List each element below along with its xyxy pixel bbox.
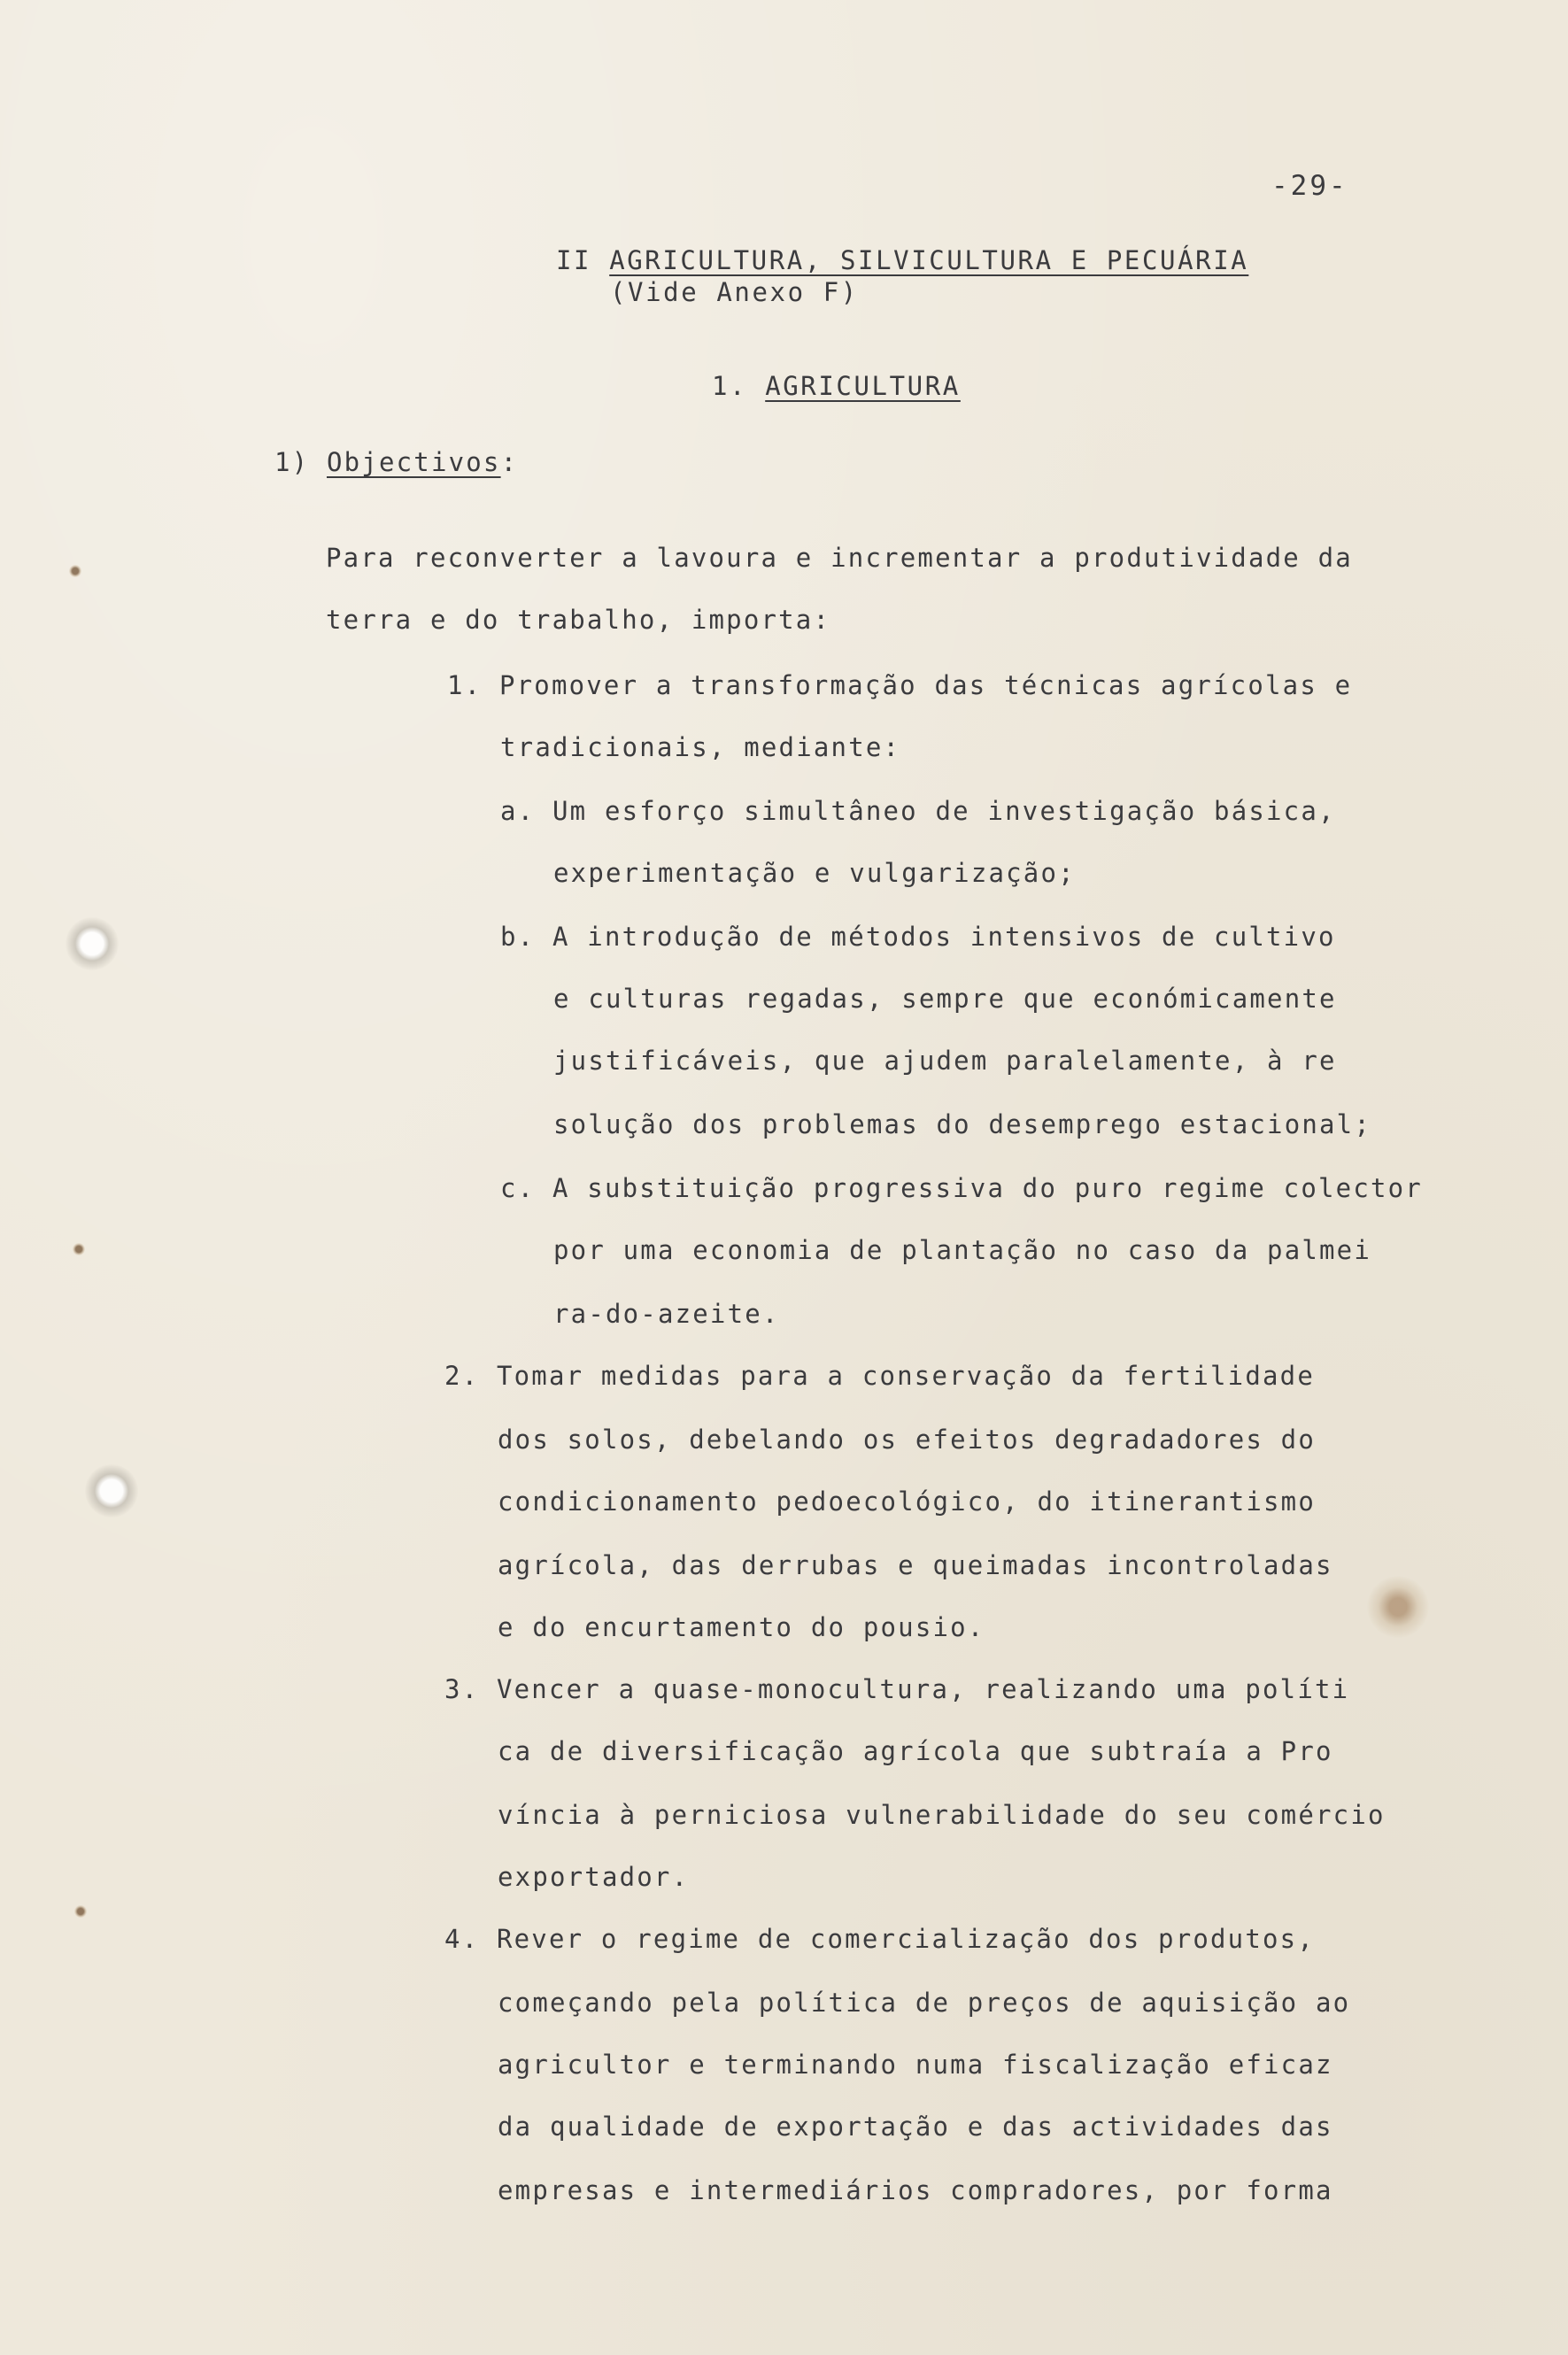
list-item-3-line: 3. Vencer a quase-monocultura, realizando uma políti: [444, 1674, 1350, 1704]
sub-item-c-line: ra-do-azeite.: [553, 1299, 780, 1329]
paper-spot-mark: [73, 1243, 85, 1255]
sub-item-a-line: a. Um esforço simultâneo de investigação básica,: [500, 796, 1336, 826]
objectives-label: Objectivos: [326, 447, 501, 477]
section-subheading: (Vide Anexo F): [610, 277, 859, 307]
list-item-4-line: 4. Rever o regime de comercialização dos produtos,: [444, 1924, 1315, 1954]
objectives-heading: [274, 446, 518, 478]
list-item-1-line: 1. Promover a transformação das técnicas agrícolas e: [447, 670, 1353, 700]
list-item-2-line: agrícola, das derrubas e queimadas incontroladas: [498, 1550, 1333, 1580]
subsection-heading: [712, 370, 961, 402]
body-line: terra e do trabalho, importa:: [326, 605, 831, 635]
body-line: Para reconverter a lavoura e incrementar a produtividade da: [326, 543, 1353, 573]
sub-item-c-line: c. A substituição progressiva do puro regime colector: [500, 1173, 1423, 1203]
list-item-4-line: empresas e intermediários compradores, por forma: [498, 2175, 1333, 2205]
sub-item-b-line: e culturas regadas, sempre que económicamente: [553, 984, 1337, 1014]
list-item-2-line: e do encurtamento do pousio.: [498, 1612, 985, 1642]
paper-hole-mark: [66, 917, 119, 970]
list-item-4-line: agricultor e terminando numa fiscalização eficaz: [498, 2050, 1333, 2080]
sub-item-b-line: b. A introdução de métodos intensivos de cultivo: [500, 922, 1336, 952]
list-item-2-line: condicionamento pedoecológico, do itinerantismo: [498, 1486, 1316, 1517]
list-item-4-line: começando pela política de preços de aquisição ao: [498, 1988, 1351, 2018]
sub-item-a-line: experimentação e vulgarização;: [553, 858, 1076, 888]
section-heading-title: AGRICULTURA, SILVICULTURA E PECUÁRIA: [609, 245, 1249, 275]
list-item-4-line: da qualidade de exportação e das actividades das: [498, 2112, 1333, 2142]
paper-spot-mark: [69, 565, 81, 577]
objectives-colon: :: [500, 447, 519, 477]
list-item-1-line: tradicionais, mediante:: [500, 732, 901, 762]
sub-item-b-line: solução dos problemas do desemprego estacional;: [553, 1109, 1371, 1139]
page-number: -29-: [1271, 170, 1348, 202]
sub-item-b-line: justificáveis, que ajudem paralelamente, à re: [553, 1046, 1337, 1076]
list-item-3-line: ca de diversificação agrícola que subtraía a Pro: [498, 1736, 1333, 1766]
sub-item-c-line: por uma economia de plantação no caso da palmei: [553, 1235, 1371, 1265]
section-heading-number: II: [556, 245, 610, 275]
list-item-2-line: 2. Tomar medidas para a conservação da fertilidade: [444, 1361, 1315, 1391]
paper-hole-mark: [85, 1464, 138, 1517]
paper-spot-mark: [74, 1905, 87, 1918]
objectives-number: 1): [274, 447, 327, 477]
list-item-3-line: exportador.: [498, 1862, 690, 1892]
subsection-title: AGRICULTURA: [765, 371, 961, 401]
list-item-2-line: dos solos, debelando os efeitos degradadores do: [498, 1425, 1316, 1455]
list-item-3-line: víncia à perniciosa vulnerabilidade do seu comércio: [498, 1800, 1386, 1830]
subsection-number: 1.: [712, 371, 766, 401]
paper-stain-mark: [1367, 1576, 1429, 1638]
section-heading: [556, 244, 1248, 276]
